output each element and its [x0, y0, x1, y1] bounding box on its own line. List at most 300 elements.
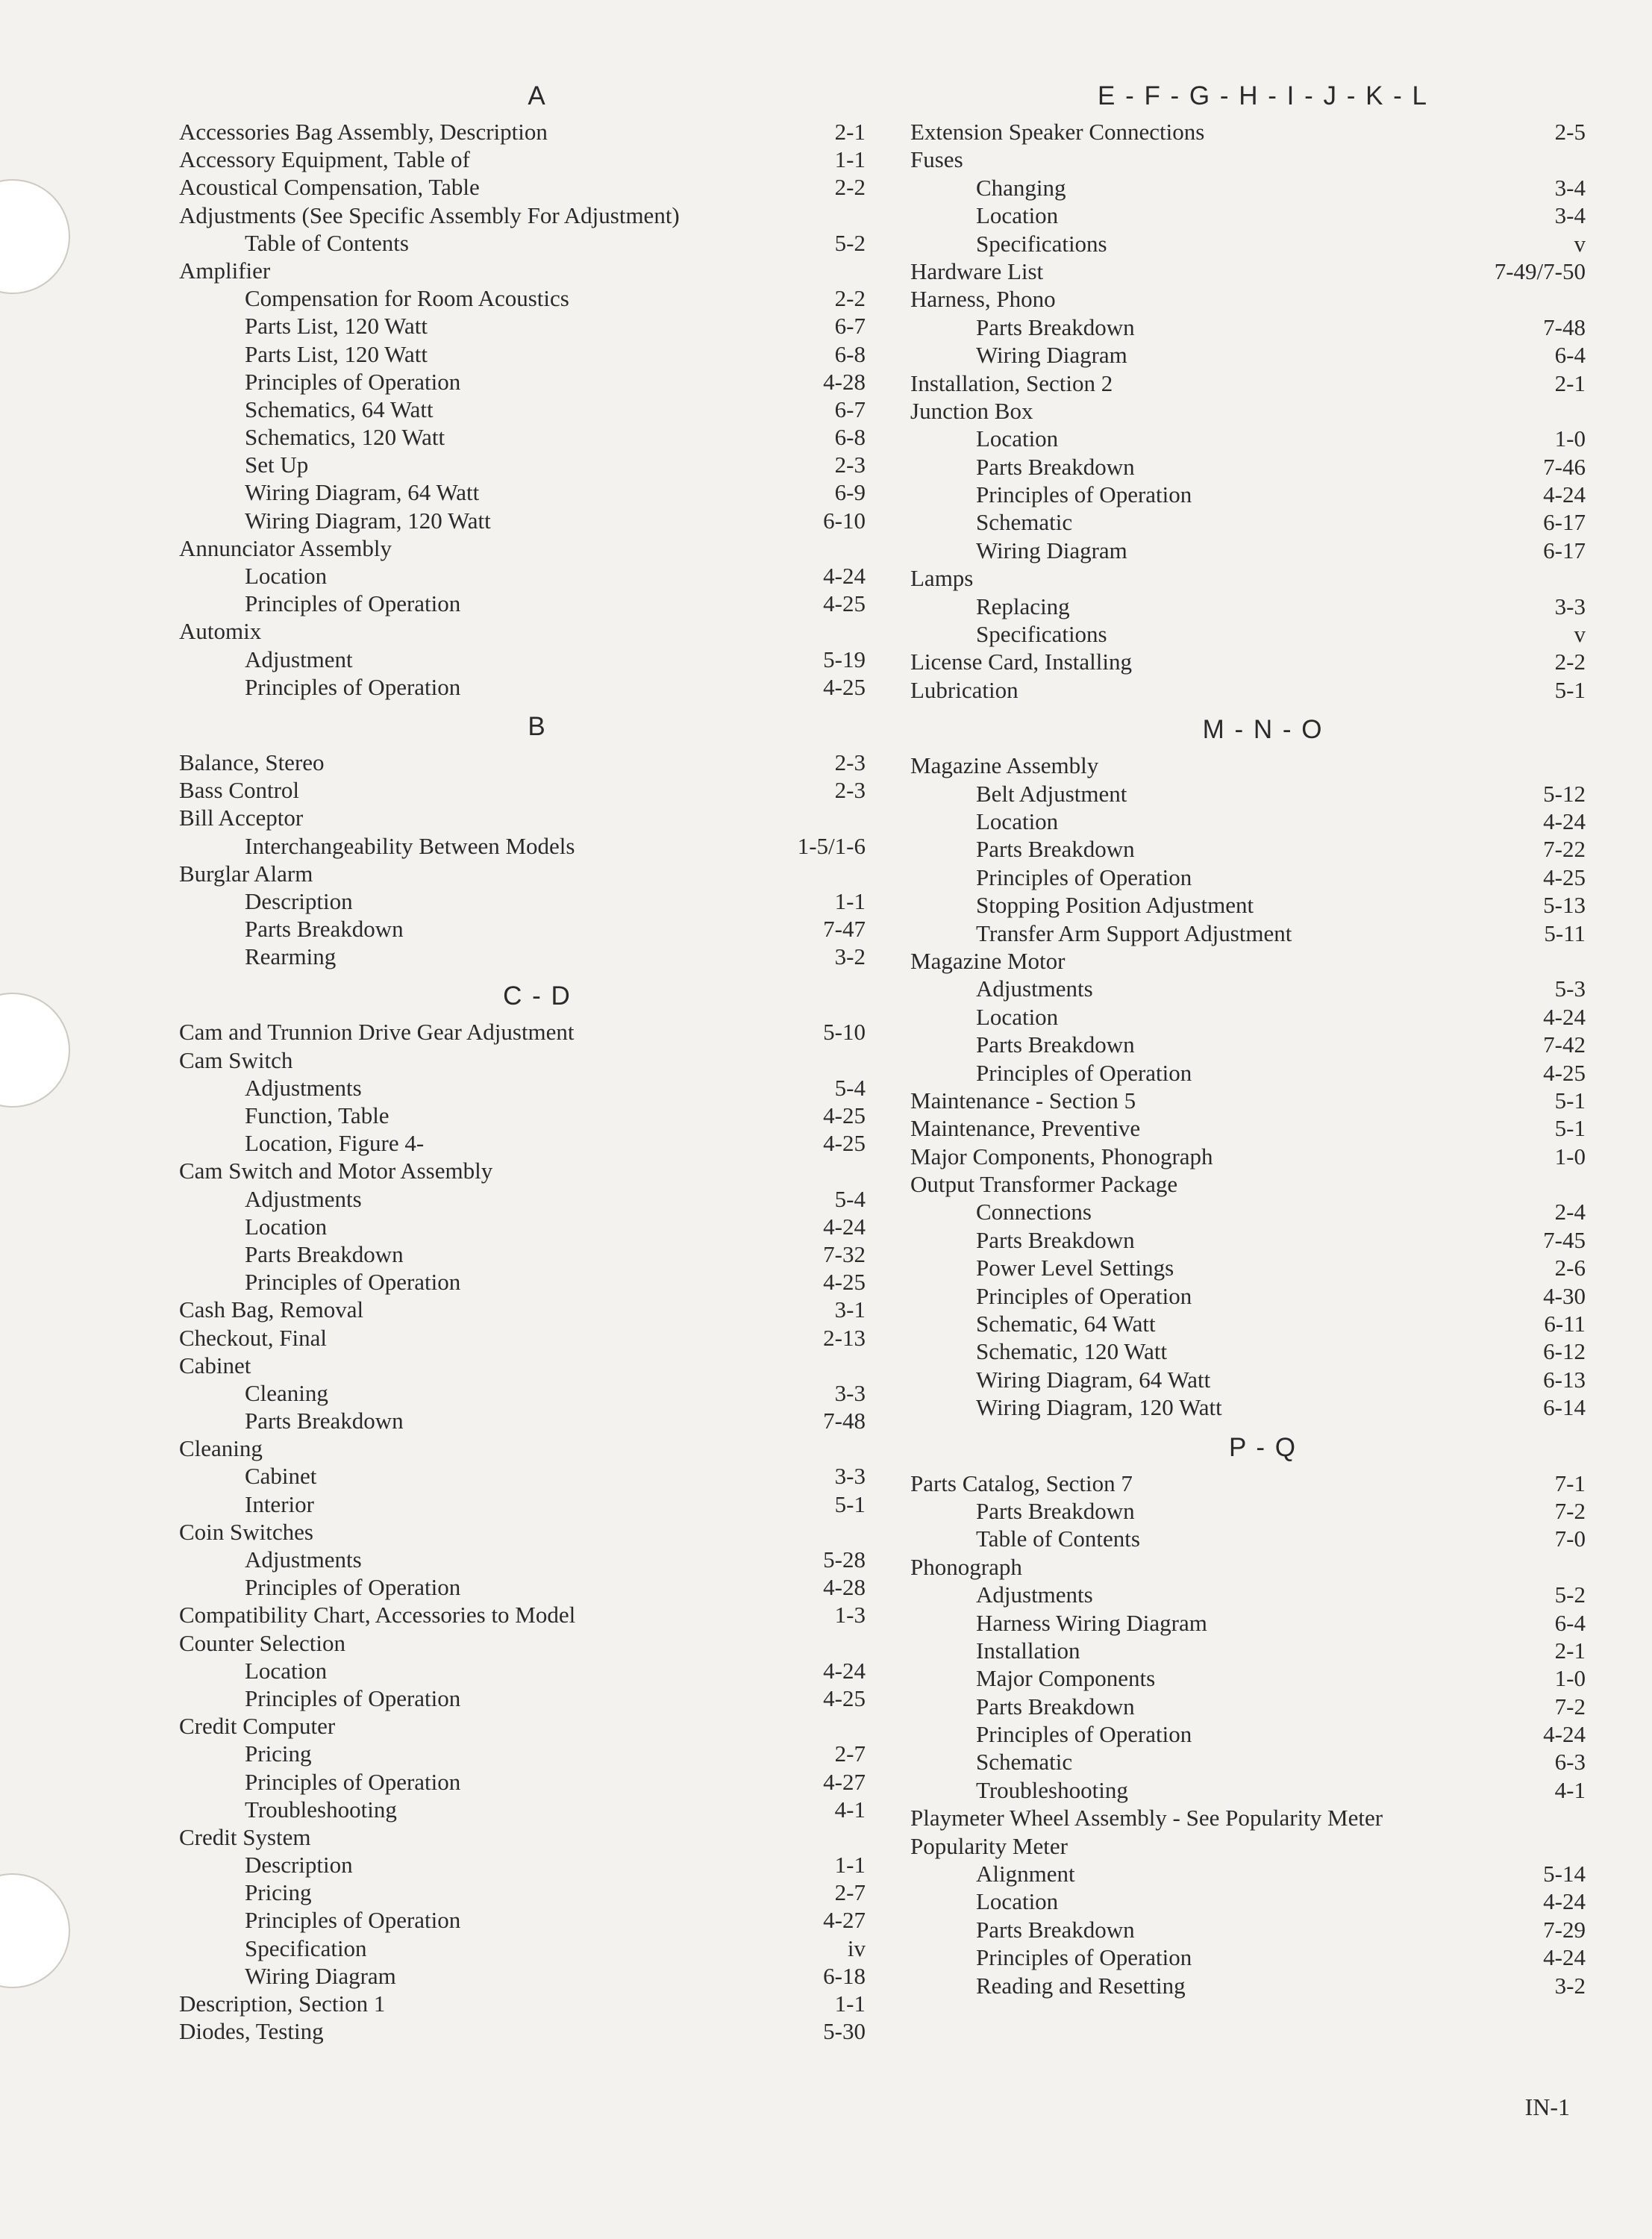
- entry-text: Location: [245, 563, 328, 589]
- entry-text: Schematic: [976, 1749, 1073, 1776]
- index-subentry: [910, 453, 1586, 481]
- entry-page-ref: 6-8: [834, 340, 866, 367]
- entry-page-ref: 5-2: [834, 229, 866, 256]
- section-heading: C - D: [503, 981, 572, 1011]
- entry-text: Description, Section 1: [179, 1990, 386, 2017]
- index-subentry: [910, 1226, 1586, 1254]
- index-subentry: [179, 312, 866, 340]
- entry-page-ref: 1-1: [834, 146, 866, 173]
- entry-text: Parts Breakdown: [976, 1031, 1135, 1058]
- entry-text: Wiring Diagram, 64 Watt: [976, 1366, 1211, 1393]
- entry-text: Principles of Operation: [245, 1907, 461, 1934]
- section-heading: A: [528, 81, 547, 110]
- entry-text: Compatibility Chart, Accessories to Model: [179, 1602, 576, 1628]
- entry-text: Cam and Trunnion Drive Gear Adjustment: [179, 1019, 575, 1046]
- entry-text: Parts Breakdown: [976, 313, 1135, 340]
- index-subentry: [910, 1860, 1586, 1887]
- entry-page-ref: 6-17: [1543, 537, 1586, 563]
- entry-text: Lubrication: [910, 676, 1019, 703]
- entry-text: Parts Breakdown: [976, 453, 1135, 480]
- entry-text: Location: [976, 1888, 1059, 1915]
- index-subentry: [179, 1934, 866, 1962]
- index-subentry: [179, 1684, 866, 1712]
- index-entry: [910, 285, 1586, 313]
- entry-page-ref: 4-24: [1543, 1721, 1586, 1748]
- entry-text: Location: [976, 808, 1059, 834]
- entry-page-ref: 4-1: [834, 1796, 866, 1823]
- entry-page-ref: 5-2: [1554, 1581, 1586, 1608]
- entry-page-ref: 5-10: [823, 1019, 866, 1046]
- index-entry: [179, 1046, 866, 1074]
- index-subentry: [179, 1213, 866, 1240]
- index-subentry: [910, 508, 1586, 536]
- index-subentry: [910, 1497, 1586, 1525]
- entry-text: Specifications: [976, 230, 1107, 257]
- index-entry: [910, 118, 1586, 146]
- entry-text: Parts Breakdown: [245, 1408, 404, 1434]
- entry-page-ref: 4-24: [1543, 481, 1586, 508]
- entry-text: Cash Bag, Removal: [179, 1296, 364, 1323]
- entry-text: Lamps: [910, 565, 974, 592]
- index-entry: [179, 749, 866, 776]
- entry-text: Pricing: [245, 1879, 312, 1906]
- entry-page-ref: 7-2: [1554, 1497, 1586, 1524]
- entry-text: Cleaning: [245, 1379, 328, 1406]
- entry-page-ref: 2-3: [834, 749, 866, 775]
- index-subentry: [910, 1366, 1586, 1393]
- entry-text: Function, Table: [245, 1102, 389, 1128]
- index-entry: [179, 257, 866, 284]
- entry-text: Output Transformer Package: [910, 1171, 1178, 1198]
- entry-text: Belt Adjustment: [976, 780, 1127, 807]
- index-entry: [910, 564, 1586, 592]
- entry-page-ref: 6-18: [823, 1962, 866, 1989]
- index-entry: [910, 369, 1586, 397]
- entry-text: Alignment: [976, 1861, 1075, 1887]
- index-entry: [179, 1296, 866, 1323]
- index-subentry: [910, 835, 1586, 863]
- entry-text: Parts Breakdown: [976, 1693, 1135, 1720]
- entry-page-ref: 7-48: [1543, 313, 1586, 340]
- index-subentry: [910, 1198, 1586, 1225]
- entry-text: Harness Wiring Diagram: [976, 1609, 1207, 1636]
- index-subentry: [179, 1906, 866, 1934]
- entry-page-ref: 7-49/7-50: [1494, 257, 1586, 284]
- entry-page-ref: 5-11: [1544, 919, 1586, 946]
- entry-text: Adjustments: [976, 975, 1093, 1002]
- entry-text: Table of Contents: [976, 1526, 1140, 1552]
- section-heading: B: [528, 711, 547, 741]
- index-subentry: [179, 1546, 866, 1573]
- index-subentry: [910, 230, 1586, 257]
- entry-page-ref: 5-12: [1543, 780, 1586, 807]
- entry-text: Location: [245, 1657, 328, 1684]
- index-subentry: [910, 174, 1586, 202]
- index-subentry: [179, 1268, 866, 1296]
- index-subentry: [910, 919, 1586, 947]
- entry-page-ref: 4-1: [1554, 1776, 1586, 1803]
- index-entry: [910, 1553, 1586, 1581]
- entry-page-ref: 1-0: [1554, 1143, 1586, 1170]
- entry-text: Cleaning: [179, 1435, 263, 1462]
- index-entry: [179, 776, 866, 804]
- entry-text: Checkout, Final: [179, 1324, 328, 1351]
- entry-page-ref: 6-8: [834, 424, 866, 451]
- entry-page-ref: 6-10: [823, 507, 866, 534]
- index-subentry: [910, 1525, 1586, 1552]
- entry-text: Wiring Diagram, 64 Watt: [245, 479, 480, 506]
- entry-page-ref: 3-3: [834, 1463, 866, 1490]
- entry-text: Parts Breakdown: [245, 916, 404, 943]
- entry-page-ref: 5-4: [834, 1074, 866, 1101]
- entry-page-ref: 4-24: [1543, 1944, 1586, 1971]
- index-subentry: [179, 646, 866, 673]
- entry-text: Major Components, Phonograph: [910, 1143, 1213, 1170]
- entry-page-ref: 6-17: [1543, 509, 1586, 536]
- entry-text: Location: [976, 425, 1059, 452]
- entry-text: Parts Breakdown: [976, 1916, 1135, 1943]
- entry-page-ref: 1-0: [1554, 1665, 1586, 1692]
- index-subentry: [179, 368, 866, 396]
- entry-text: Installation: [976, 1637, 1080, 1664]
- entry-text: Adjustments: [245, 1185, 362, 1212]
- entry-page-ref: 2-7: [834, 1879, 866, 1906]
- entry-text: Troubleshooting: [245, 1796, 397, 1823]
- entry-text: Reading and Resetting: [976, 1972, 1186, 1999]
- entry-text: Cabinet: [245, 1463, 317, 1490]
- entry-page-ref: 2-2: [834, 285, 866, 312]
- entry-text: Principles of Operation: [976, 864, 1192, 890]
- index-subentry: [910, 1003, 1586, 1031]
- index-subentry: [179, 1407, 866, 1434]
- entry-page-ref: iv: [847, 1934, 866, 1961]
- entry-text: Schematics, 120 Watt: [245, 424, 445, 451]
- index-subentry: [179, 562, 866, 590]
- index-subentry: [910, 891, 1586, 919]
- entry-page-ref: 4-27: [823, 1768, 866, 1795]
- index-entry: [179, 2017, 866, 2045]
- entry-page-ref: 2-3: [834, 452, 866, 478]
- entry-text: Troubleshooting: [976, 1776, 1128, 1803]
- index-entry: [179, 1518, 866, 1546]
- index-subentry: [910, 341, 1586, 369]
- index-subentry: [910, 975, 1586, 1002]
- entry-page-ref: 2-7: [834, 1740, 866, 1767]
- index-subentry: [179, 887, 866, 915]
- entry-page-ref: 4-24: [1543, 808, 1586, 834]
- entry-text: Principles of Operation: [245, 673, 461, 700]
- index-entry: [179, 202, 866, 229]
- index-subentry: [179, 396, 866, 423]
- index-subentry: [910, 1916, 1586, 1943]
- index-entry: [910, 146, 1586, 173]
- entry-page-ref: 7-47: [823, 916, 866, 943]
- index-entry: [179, 1434, 866, 1462]
- entry-text: Major Components: [976, 1665, 1156, 1692]
- entry-page-ref: 6-12: [1543, 1338, 1586, 1365]
- entry-text: Rearming: [245, 943, 337, 970]
- entry-page-ref: 5-1: [1554, 1087, 1586, 1114]
- index-entry: [910, 1170, 1586, 1198]
- entry-text: Principles of Operation: [245, 1574, 461, 1601]
- entry-page-ref: 6-9: [834, 479, 866, 506]
- entry-page-ref: 4-30: [1543, 1282, 1586, 1309]
- entry-text: Wiring Diagram: [245, 1962, 396, 1989]
- entry-page-ref: 7-46: [1543, 453, 1586, 480]
- entry-text: Accessories Bag Assembly, Description: [179, 119, 548, 145]
- index-subentry: [910, 1887, 1586, 1915]
- entry-text: Pricing: [245, 1740, 312, 1767]
- entry-text: Automix: [179, 618, 262, 645]
- entry-text: Cam Switch and Motor Assembly: [179, 1158, 493, 1184]
- entry-page-ref: 2-2: [1554, 649, 1586, 675]
- index-subentry: [910, 202, 1586, 229]
- entry-page-ref: 6-7: [834, 313, 866, 340]
- entry-text: Adjustments (See Specific Assembly For Adjustment): [179, 202, 680, 228]
- entry-text: Fuses: [910, 146, 963, 173]
- index-subentry: [179, 1879, 866, 1906]
- entry-text: Principles of Operation: [245, 1269, 461, 1296]
- entry-text: Popularity Meter: [910, 1832, 1068, 1859]
- index-subentry: [910, 425, 1586, 452]
- index-entry: [910, 648, 1586, 675]
- entry-text: Table of Contents: [245, 229, 409, 256]
- index-column-left: [179, 75, 866, 2049]
- index-subentry: [910, 1943, 1586, 1971]
- entry-text: Schematic, 64 Watt: [976, 1311, 1156, 1337]
- index-subentry: [910, 1031, 1586, 1058]
- entry-text: Replacing: [976, 593, 1070, 619]
- entry-text: Specification: [245, 1934, 367, 1961]
- index-subentry: [179, 229, 866, 257]
- entry-page-ref: 3-4: [1554, 174, 1586, 201]
- index-entry: [910, 1804, 1586, 1832]
- entry-page-ref: 4-24: [1543, 1003, 1586, 1030]
- entry-page-ref: 1-1: [834, 1852, 866, 1879]
- index-entry: [910, 1143, 1586, 1170]
- entry-page-ref: 4-25: [823, 1684, 866, 1711]
- index-entry: [910, 676, 1586, 704]
- index-entry: [179, 1629, 866, 1657]
- entry-page-ref: 1-1: [834, 887, 866, 914]
- index-entry: [179, 1712, 866, 1740]
- index-subentry: [179, 943, 866, 970]
- entry-text: Interchangeability Between Models: [245, 832, 575, 859]
- entry-page-ref: 4-24: [1543, 1888, 1586, 1915]
- index-subentry: [179, 1240, 866, 1268]
- entry-page-ref: 4-24: [823, 1657, 866, 1684]
- entry-page-ref: 6-13: [1543, 1366, 1586, 1393]
- entry-text: Location: [245, 1213, 328, 1240]
- entry-page-ref: 3-1: [834, 1296, 866, 1323]
- entry-text: Stopping Position Adjustment: [976, 892, 1254, 919]
- entry-page-ref: 2-2: [834, 174, 866, 201]
- index-subentry: [179, 1657, 866, 1684]
- index-entry: [179, 1823, 866, 1851]
- entry-text: Cabinet: [179, 1352, 251, 1378]
- index-subentry: [910, 537, 1586, 564]
- entry-text: Burglar Alarm: [179, 860, 313, 887]
- entry-page-ref: 6-3: [1554, 1749, 1586, 1776]
- index-subentry: [910, 1748, 1586, 1776]
- entry-text: Power Level Settings: [976, 1255, 1174, 1281]
- entry-text: Parts Breakdown: [976, 836, 1135, 863]
- index-subentry: [179, 1129, 866, 1157]
- index-entry: [910, 1087, 1586, 1114]
- index-entry: [179, 1601, 866, 1628]
- entry-text: Parts Breakdown: [245, 1240, 404, 1267]
- index-subentry: [179, 832, 866, 860]
- entry-page-ref: 4-25: [823, 1130, 866, 1157]
- entry-page-ref: 4-25: [823, 673, 866, 700]
- index-subentry: [910, 1059, 1586, 1087]
- index-subentry: [910, 620, 1586, 648]
- entry-text: Credit System: [179, 1823, 311, 1850]
- entry-page-ref: 5-1: [1554, 1115, 1586, 1142]
- index-subentry: [179, 1462, 866, 1490]
- entry-text: Maintenance - Section 5: [910, 1087, 1136, 1114]
- punch-hole-middle: [0, 993, 70, 1108]
- entry-page-ref: 6-7: [834, 396, 866, 422]
- entry-text: Principles of Operation: [245, 1684, 461, 1711]
- entry-page-ref: 6-4: [1554, 1609, 1586, 1636]
- index-subentry: [910, 780, 1586, 808]
- index-subentry: [179, 340, 866, 368]
- entry-page-ref: 1-3: [834, 1602, 866, 1628]
- entry-text: Magazine Motor: [910, 947, 1066, 974]
- entry-page-ref: 5-19: [823, 646, 866, 672]
- entry-page-ref: 1-1: [834, 1990, 866, 2017]
- index-entry: [910, 1832, 1586, 1860]
- entry-page-ref: 1-0: [1554, 425, 1586, 452]
- entry-page-ref: 2-13: [823, 1324, 866, 1351]
- index-subentry: [179, 1740, 866, 1767]
- entry-text: Principles of Operation: [976, 1944, 1192, 1971]
- index-subentry: [179, 1185, 866, 1213]
- entry-page-ref: 5-14: [1543, 1861, 1586, 1887]
- index-subentry: [179, 673, 866, 701]
- index-entry: [179, 1324, 866, 1352]
- index-entry: [910, 1114, 1586, 1142]
- page-number: IN-1: [1524, 2093, 1570, 2120]
- entry-page-ref: 4-28: [823, 1574, 866, 1601]
- entry-text: Credit Computer: [179, 1713, 336, 1740]
- index-entry: [910, 752, 1586, 779]
- entry-text: Installation, Section 2: [910, 369, 1113, 396]
- entry-page-ref: 1-5/1-6: [797, 832, 866, 859]
- entry-page-ref: 3-3: [1554, 593, 1586, 619]
- entry-text: Schematics, 64 Watt: [245, 396, 434, 422]
- entry-text: Principles of Operation: [976, 481, 1192, 508]
- entry-page-ref: 5-4: [834, 1185, 866, 1212]
- entry-text: Parts List, 120 Watt: [245, 313, 428, 340]
- entry-text: Parts Breakdown: [976, 1226, 1135, 1253]
- entry-text: Set Up: [245, 452, 309, 478]
- entry-text: Acoustical Compensation, Table: [179, 174, 480, 201]
- entry-page-ref: 3-2: [1554, 1972, 1586, 1999]
- index-subentry: [910, 593, 1586, 620]
- entry-text: Description: [245, 887, 353, 914]
- entry-text: Schematic, 120 Watt: [976, 1338, 1168, 1365]
- entry-page-ref: v: [1574, 621, 1586, 648]
- index-subentry: [910, 864, 1586, 891]
- entry-text: Adjustments: [245, 1074, 362, 1101]
- index-subentry: [910, 808, 1586, 835]
- index-entry: [179, 118, 866, 146]
- entry-page-ref: 5-28: [823, 1546, 866, 1573]
- entry-page-ref: 7-32: [823, 1240, 866, 1267]
- entry-page-ref: 4-28: [823, 368, 866, 395]
- entry-page-ref: 2-4: [1554, 1199, 1586, 1225]
- entry-page-ref: 7-0: [1554, 1526, 1586, 1552]
- entry-page-ref: 2-1: [834, 119, 866, 145]
- index-subentry: [910, 1393, 1586, 1421]
- entry-page-ref: 7-45: [1543, 1226, 1586, 1253]
- entry-text: Location: [976, 202, 1059, 229]
- entry-text: Specifications: [976, 621, 1107, 648]
- entry-page-ref: 5-3: [1554, 975, 1586, 1002]
- entry-page-ref: 7-42: [1543, 1031, 1586, 1058]
- index-subentry: [179, 284, 866, 312]
- entry-text: Diodes, Testing: [179, 2018, 324, 2045]
- entry-text: Annunciator Assembly: [179, 534, 392, 561]
- entry-page-ref: 7-1: [1554, 1470, 1586, 1496]
- index-column-right: [910, 75, 1586, 2004]
- index-subentry: [910, 1664, 1586, 1692]
- entry-text: Wiring Diagram: [976, 342, 1127, 369]
- entry-text: Magazine Assembly: [910, 752, 1099, 779]
- entry-text: Changing: [976, 174, 1066, 201]
- punch-hole-top: [0, 179, 70, 294]
- entry-text: Location, Figure 4-: [245, 1130, 425, 1157]
- entry-text: Wiring Diagram: [976, 537, 1127, 563]
- index-entry: [179, 1352, 866, 1379]
- index-subentry: [179, 1851, 866, 1879]
- index-entry: [910, 257, 1586, 285]
- entry-page-ref: 4-25: [823, 1269, 866, 1296]
- entry-page-ref: 5-30: [823, 2018, 866, 2045]
- index-subentry: [910, 1581, 1586, 1608]
- entry-page-ref: 2-6: [1554, 1255, 1586, 1281]
- entry-page-ref: 5-13: [1543, 892, 1586, 919]
- entry-text: Balance, Stereo: [179, 749, 325, 775]
- index-subentry: [910, 1310, 1586, 1337]
- entry-text: Connections: [976, 1199, 1092, 1225]
- index-subentry: [179, 1379, 866, 1407]
- index-subentry: [179, 1102, 866, 1129]
- index-subentry: [179, 451, 866, 478]
- entry-text: Description: [245, 1852, 353, 1879]
- entry-text: Parts Catalog, Section 7: [910, 1470, 1133, 1496]
- index-subentry: [910, 1254, 1586, 1281]
- index-subentry: [179, 1074, 866, 1102]
- index-subentry: [910, 481, 1586, 508]
- entry-page-ref: 3-3: [834, 1379, 866, 1406]
- entry-page-ref: 4-27: [823, 1907, 866, 1934]
- index-subentry: [179, 478, 866, 506]
- index-entry: [179, 860, 866, 887]
- section-heading: M - N - O: [1202, 715, 1324, 745]
- index-entry: [910, 1470, 1586, 1497]
- entry-text: Phonograph: [910, 1553, 1022, 1580]
- entry-text: Adjustment: [245, 646, 353, 672]
- index-subentry: [179, 423, 866, 451]
- index-entry: [910, 947, 1586, 975]
- entry-text: Amplifier: [179, 257, 271, 284]
- entry-text: Bill Acceptor: [179, 805, 304, 831]
- index-subentry: [910, 1972, 1586, 1999]
- entry-text: Wiring Diagram, 120 Watt: [245, 507, 491, 534]
